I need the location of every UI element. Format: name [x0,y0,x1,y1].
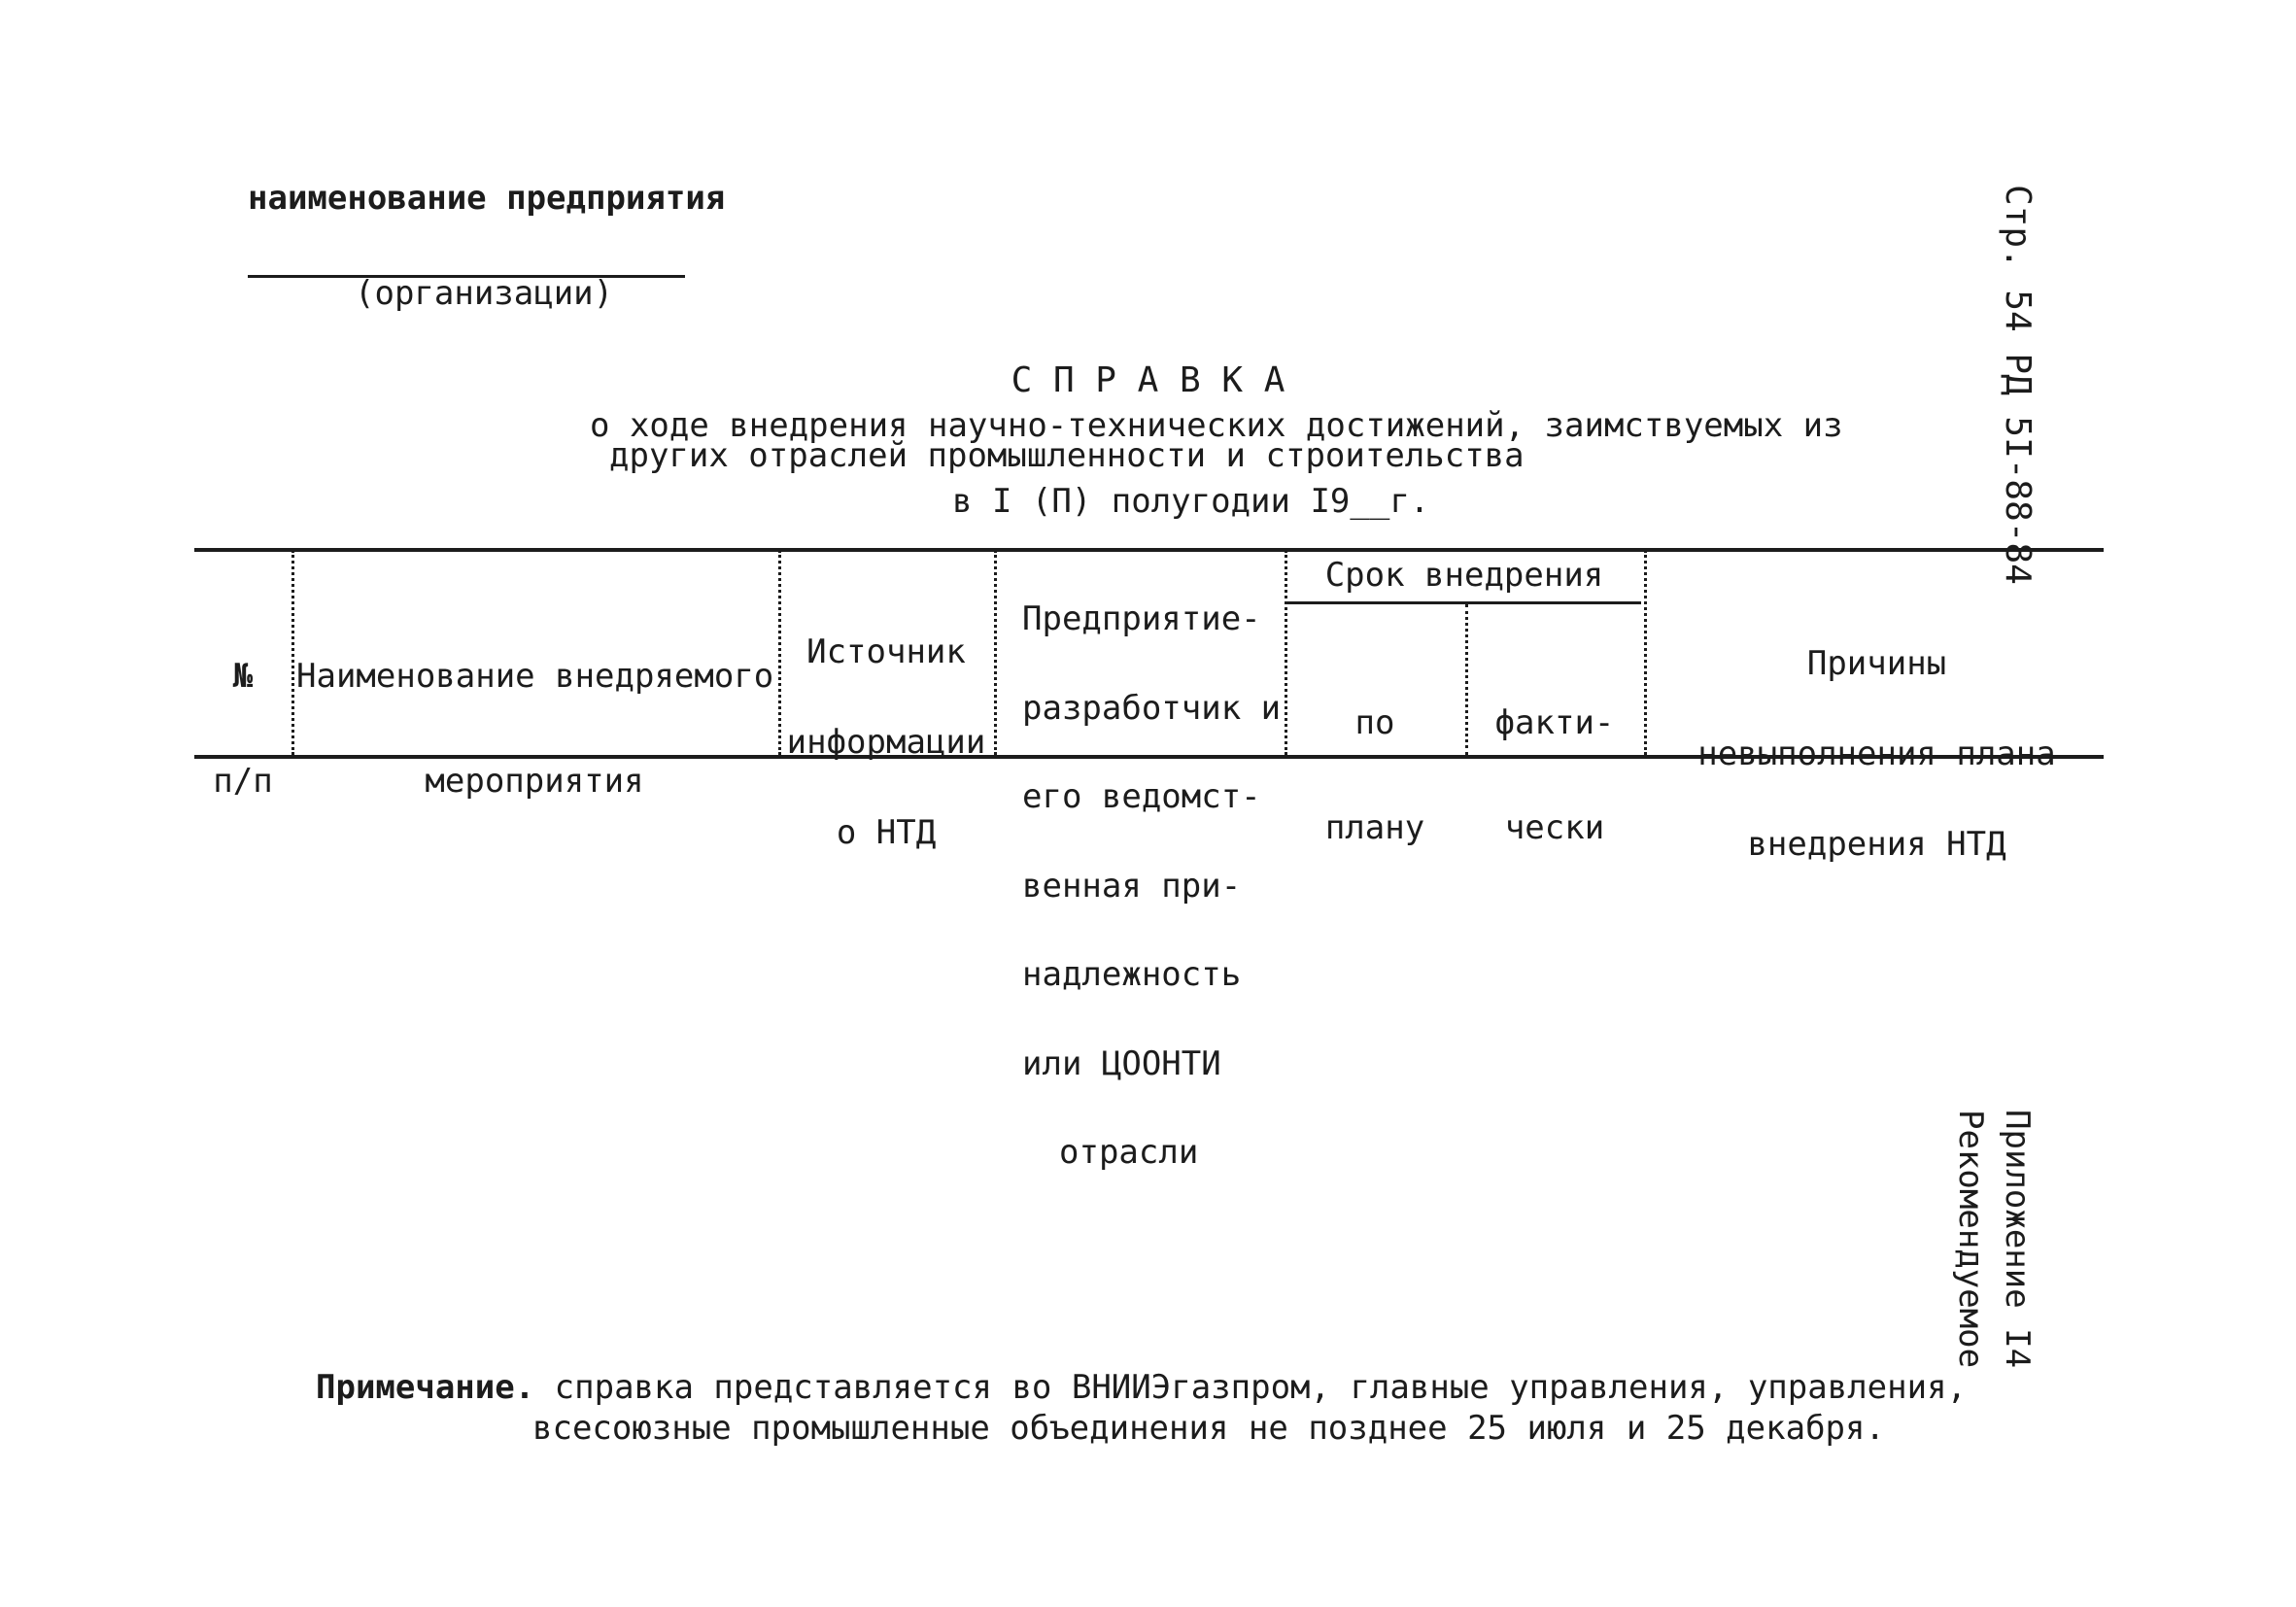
col-divider [1465,604,1468,755]
col-header-reasons: Причины невыполнения плана внедрения НТД [1697,644,2056,864]
col-divider [994,550,997,755]
col-divider [1644,550,1647,755]
col-divider [291,550,294,755]
page-reference: Стр. 54 РД 5I-88-84 [1998,185,2038,585]
col-header-number: № п/п [213,657,273,801]
note-line2: всесоюзные промышленные объединения не позднее 25 июля и 25 декабря. [532,1409,1885,1448]
appendix-label: Приложение I4 [1998,1110,2037,1369]
col-header-term-plan: по плану [1324,703,1425,847]
document-subtitle-line1: о ходе внедрения научно-технических достижений, заимствуемых из [590,406,1843,445]
term-subheader-rule [1285,601,1641,604]
document-period: в I (П) полугодии I9__г. [952,482,1430,521]
note-line1 [316,1370,1967,1405]
note-text-1: справка представляется во ВНИИЭгазпром, главные управления, управления, [554,1368,1968,1407]
col-divider [778,550,781,755]
document-title: С П Р А В К А [1011,360,1285,400]
col-divider [1285,550,1287,755]
col-header-term: Срок внедрения [1324,556,1604,595]
col-header-term-fact: факти- чески [1494,703,1615,847]
note-label: Примечание. [316,1368,535,1407]
col-header-developer: Предприятие- разработчик и его ведомст- венная при- надлежность или ЦООНТИ отрасли [1022,599,1282,1172]
appendix-status: Рекомендуемое [1951,1110,1990,1369]
document-subtitle-line2: других отраслей промышленности и строительства [609,436,1525,475]
col-header-source: Источник информации о НТД [786,633,986,852]
col-header-measure: Наименование внедряемого мероприятия [296,657,774,801]
enterprise-label: наименование предприятия [248,179,726,218]
organization-label: (организации) [355,274,614,313]
